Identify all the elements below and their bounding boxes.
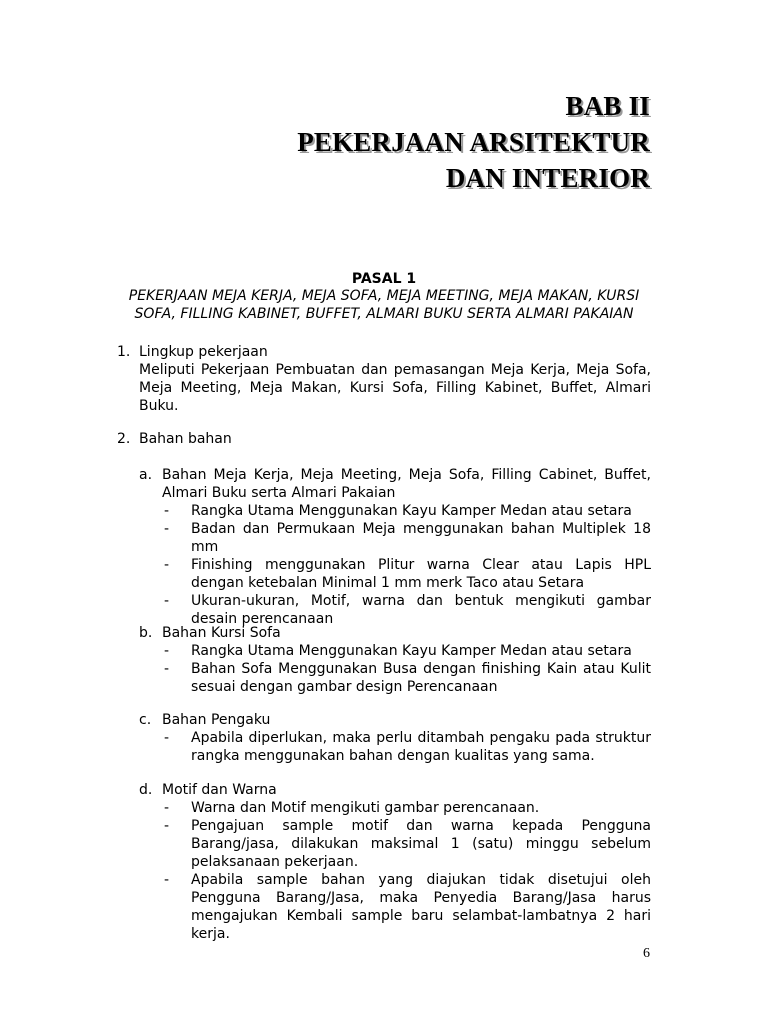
section-title: Lingkup pekerjaan bbox=[139, 344, 268, 360]
chapter-number: BAB II bbox=[565, 91, 650, 121]
list-item: - Pengajuan sample motif dan warna kepada Pengguna Barang/jasa, dilakukan maksimal 1 (satu) minggu sebelum pelaksanaan pekerjaan. bbox=[164, 818, 651, 870]
subsection-title: Motif dan Warna bbox=[162, 782, 277, 798]
chapter-title-line1: PEKERJAAN ARSITEKTUR bbox=[297, 127, 650, 157]
section-number: 2. bbox=[117, 431, 131, 447]
list-item: - Rangka Utama Menggunakan Kayu Kamper Medan atau setara bbox=[164, 503, 632, 519]
subsection-title: Bahan Pengaku bbox=[162, 712, 271, 728]
list-item: - Rangka Utama Menggunakan Kayu Kamper Medan atau setara bbox=[164, 643, 632, 659]
section-number: 1. bbox=[117, 344, 131, 360]
pasal-subtitle-line1: PEKERJAAN MEJA KERJA, MEJA SOFA, MEJA MEETING, MEJA MAKAN, KURSI bbox=[128, 288, 640, 304]
chapter-heading bbox=[297, 88, 650, 196]
subsection-letter: b. bbox=[139, 625, 153, 641]
list-item: - Finishing menggunakan Plitur warna Clear atau Lapis HPL dengan ketebalan Minimal 1 mm merk Taco atau Setara bbox=[164, 557, 651, 591]
subsection-letter: d. bbox=[139, 782, 153, 798]
chapter-title-line2: DAN INTERIOR bbox=[445, 163, 650, 193]
list-item: - Apabila sample bahan yang diajukan tidak disetujui oleh Pengguna Barang/Jasa, maka Penyedia Barang/Jasa harus mengajukan Kembali sample baru selambat-lambatnya 2 hari kerja. bbox=[164, 872, 651, 942]
page-number: 6 bbox=[643, 946, 650, 961]
pasal-subtitle-line2: SOFA, FILLING KABINET, BUFFET, ALMARI BUKU SERTA ALMARI PAKAIAN bbox=[134, 306, 634, 322]
subsection-title: Bahan Meja Kerja, Meja Meeting, Meja Sofa, Filling Cabinet, Buffet, Almari Buku serta Almari Pakaian bbox=[162, 467, 651, 501]
subsection-d bbox=[162, 781, 651, 943]
pasal-title: PASAL 1 bbox=[351, 271, 417, 287]
subsection-title: Bahan Kursi Sofa bbox=[162, 625, 281, 641]
list-item: - Bahan Sofa Menggunakan Busa dengan finishing Kain atau Kulit sesuai dengan gambar design Perencanaan bbox=[164, 661, 651, 695]
list-item: - Badan dan Permukaan Meja menggunakan bahan Multiplek 18 mm bbox=[164, 521, 651, 555]
list-item: - Ukuran-ukuran, Motif, warna dan bentuk mengikuti gambar desain perencanaan bbox=[164, 593, 651, 627]
section-text: Meliputi Pekerjaan Pembuatan dan pemasangan Meja Kerja, Meja Sofa, Meja Meeting, Meja Makan, Kursi Sofa, Filling Kabinet, Buffet, Almari Buku. bbox=[139, 362, 651, 414]
subsection-a bbox=[162, 466, 651, 628]
pasal-subtitle bbox=[112, 287, 656, 323]
subsection-letter: a. bbox=[139, 467, 153, 483]
subsection-c bbox=[162, 711, 651, 765]
subsection-letter: c. bbox=[139, 712, 152, 728]
subsection-b bbox=[162, 624, 651, 696]
list-item: - Warna dan Motif mengikuti gambar perencanaan. bbox=[164, 800, 540, 816]
list-item: - Apabila diperlukan, maka perlu ditambah pengaku pada struktur rangka menggunakan bahan dengan kualitas yang sama. bbox=[164, 730, 651, 764]
section-title: Bahan bahan bbox=[139, 431, 232, 447]
